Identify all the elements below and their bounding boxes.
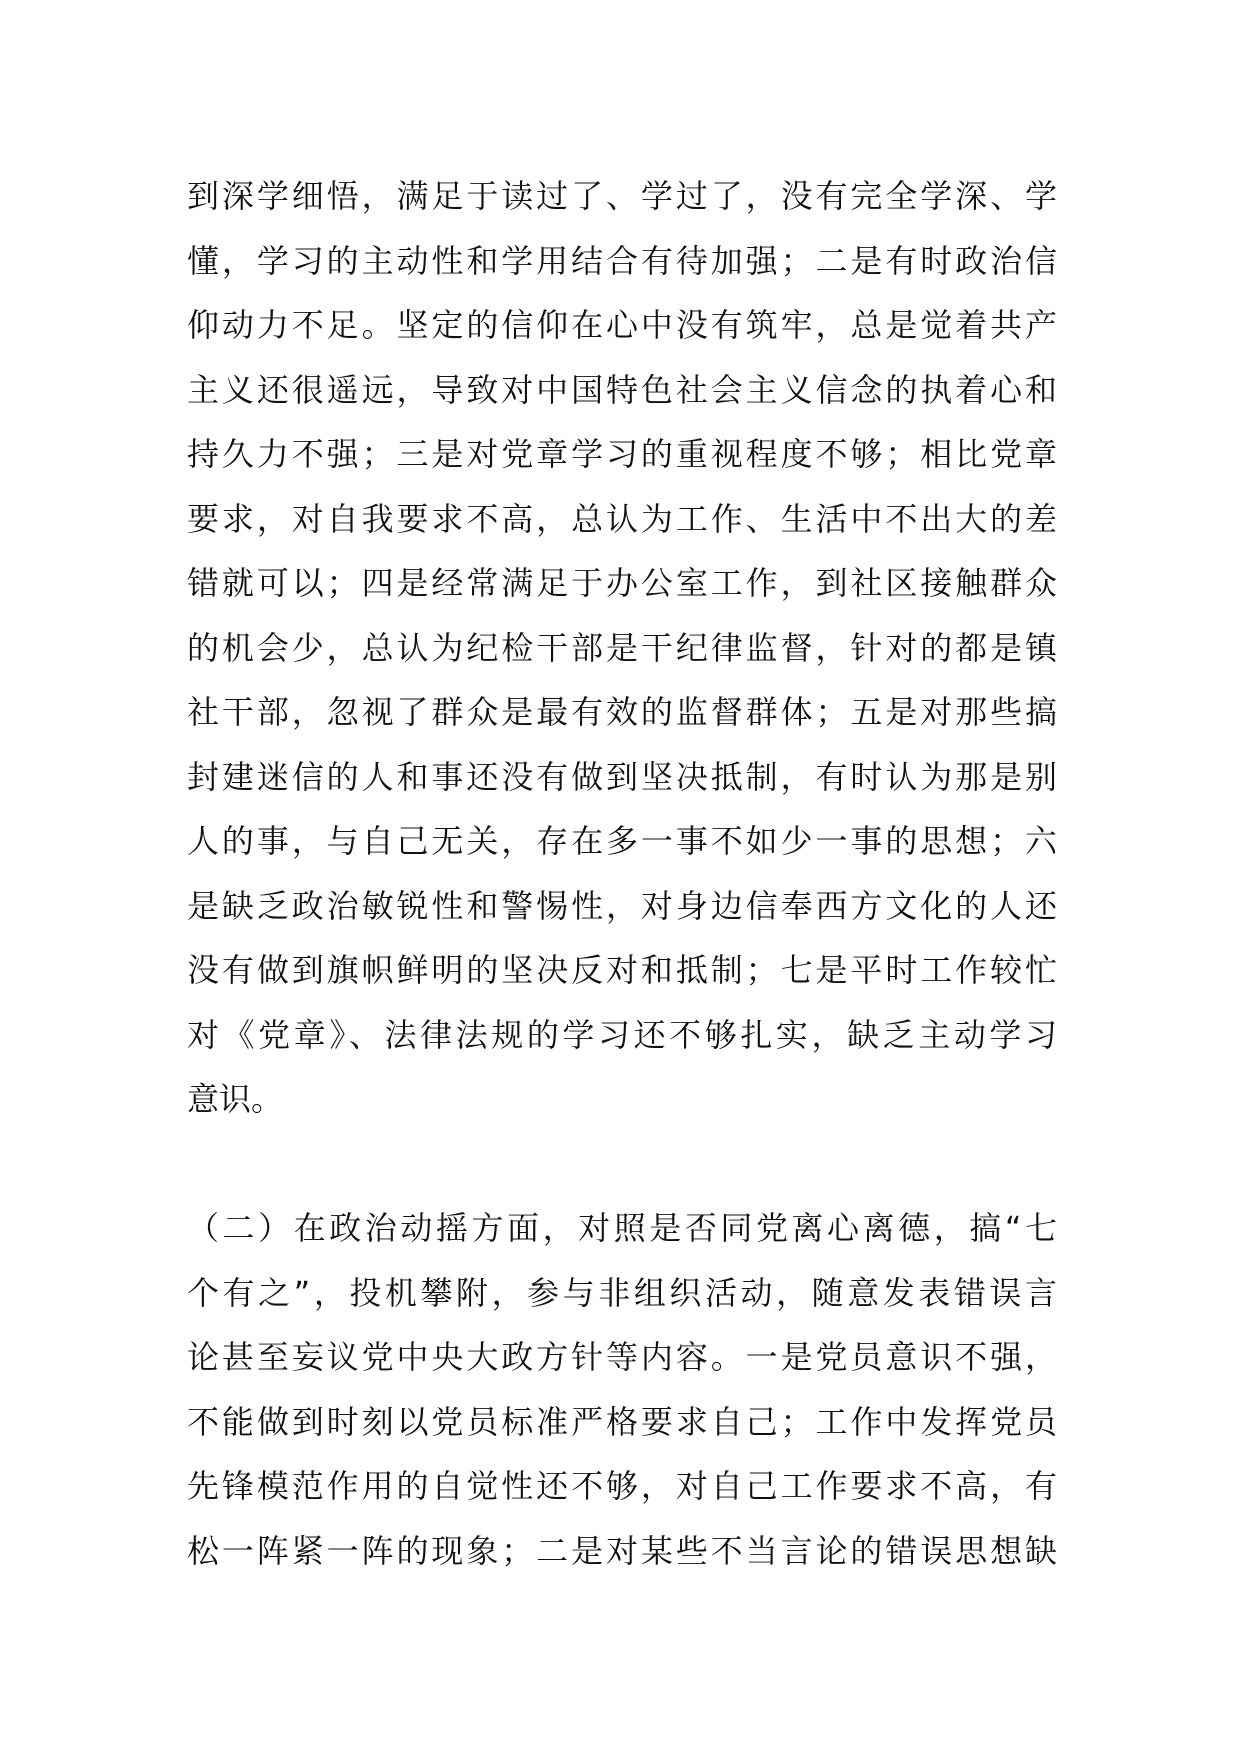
text-line: 先锋模范作用的自觉性还不够，对自己工作要求不高，有 [187,1467,1057,1505]
text-line: 仰动力不足。坚定的信仰在心中没有筑牢，总是觉着共产 [187,306,1057,344]
text-line: 意识。 [187,1080,284,1118]
text-line: 懂，学习的主动性和学用结合有待加强；二是有时政治信 [187,241,1057,280]
paragraph-gap [187,1132,1057,1197]
text-line: （二）在政治动摇方面，对照是否同党离心离德，搞“七 [187,1209,1057,1247]
text-line: 没有做到旗帜鲜明的坚决反对和抵制；七是平时工作较忙 [187,951,1057,989]
text-line: 不能做到时刻以党员标准严格要求自己；工作中发挥党员 [187,1402,1057,1441]
text-line: 封建迷信的人和事还没有做到坚决抵制，有时认为那是别 [187,757,1057,796]
text-line: 持久力不强；三是对党章学习的重视程度不够；相比党章 [187,435,1057,473]
text-line: 人的事，与自己无关，存在多一事不如少一事的思想；六 [187,822,1057,860]
text-line: 主义还很遥远，导致对中国特色社会主义信念的执着心和 [187,370,1057,409]
text-line: 的机会少，总认为纪检干部是干纪律监督，针对的都是镇 [187,628,1057,667]
paragraph-2 [187,1196,1057,1583]
text-line: 社干部，忽视了群众是最有效的监督群体；五是对那些搞 [187,693,1057,731]
text-line: 错就可以；四是经常满足于办公室工作，到社区接触群众 [187,564,1057,602]
text-line: 对《党章》、法律法规的学习还不够扎实，缺乏主动学习 [187,1015,1057,1054]
text-line: 是缺乏政治敏锐性和警惕性，对身边信奉西方文化的人还 [187,886,1057,925]
text-line: 松一阵紧一阵的现象；二是对某些不当言论的错误思想缺 [187,1531,1057,1570]
text-line: 论甚至妄议党中央大政方针等内容。一是党员意识不强， [187,1338,1057,1376]
paragraph-1 [187,164,1057,1132]
text-line: 个有之”，投机攀附，参与非组织活动，随意发表错误言 [187,1273,1057,1312]
text-line: 到深学细悟，满足于读过了、学过了，没有完全学深、学 [187,177,1057,215]
text-line: 要求，对自我要求不高，总认为工作、生活中不出大的差 [187,499,1057,538]
document-body [187,164,1057,1583]
